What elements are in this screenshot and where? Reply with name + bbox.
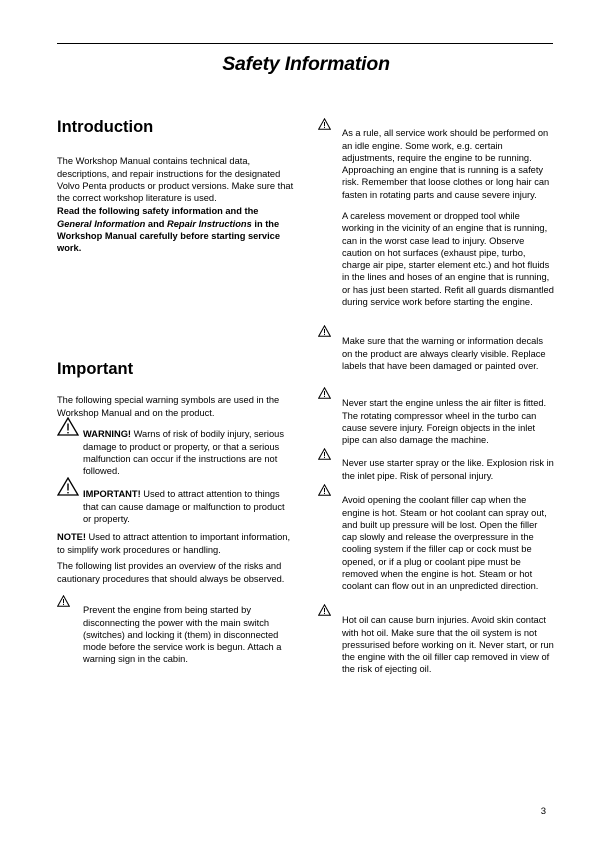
intro-end-text: in the Workshop Manual carefully before starting service work. — [57, 218, 281, 254]
caution-triangle-icon — [318, 484, 331, 496]
note-text: Used to attract attention to important information, to simplify work procedures or handling. — [57, 532, 291, 555]
list-intro — [57, 551, 295, 594]
introduction-heading: Introduction — [57, 118, 154, 136]
list-item-coolant-cap — [342, 485, 554, 602]
list-item-hot-oil — [342, 605, 554, 685]
air-filter-text: Never start the engine unless the air filter is fitted. The rotating compressor wheel in the turbo can cause severe injury. Foreign objects in the inlet pipe can also damage the machine. — [342, 398, 547, 446]
caution-triangle-icon — [318, 448, 331, 460]
intro-read-text: Read the following safety information and the — [57, 206, 259, 217]
important-label: IMPORTANT! — [83, 489, 141, 500]
list-item-idle-engine — [342, 118, 554, 317]
warning-triangle-icon — [57, 417, 79, 436]
coolant-cap-text: Avoid opening the coolant filler cap when the engine is hot. Steam or hot coolant can spray out, and built up pressure will be lost. Open the filler cap slowly and release the overpressure in the cooling system if the filler cap or cock must be opened, or if a plug or coolant pipe must be removed when the engine is hot. Steam or hot coolant can flow out in an unpredicted direction. — [342, 495, 547, 592]
careless-movement-text: A careless movement or dropped tool while working in the vicinity of an engine that is running, can in the worst case lead to injury. Observe caution on hot surfaces (exhaust pipe, turbo, charge air pipe, starter element etc.) and hot fluids in the lines and hoses of an engine that is running, or has just been started. Refit all guards dismantled during service work before starting the engine. — [342, 211, 554, 307]
important-intro-text: The following special warning symbols are used in the Workshop Manual and on the product. — [57, 395, 280, 418]
warning-definition — [83, 419, 295, 487]
list-intro-text: The following list provides an overview of the risks and cautionary procedures that should always be observed. — [57, 561, 285, 584]
note-label: NOTE! — [57, 532, 86, 543]
warning-label: WARNING! — [83, 429, 132, 440]
idle-engine-text: As a rule, all service work should be performed on an idle engine. Some work, e.g. certain adjustments, require the engine to be running. Approaching an engine that is running is a safety risk. Remember that loose clothes or long hair can fasten in rotating parts and cause severe injury. — [342, 128, 550, 200]
important-heading: Important — [57, 360, 134, 378]
hot-oil-text: Hot oil can cause burn injuries. Avoid skin contact with hot oil. Make sure that the oil system is not pressurised before working on it. Never start, or run the engine with the oil filler cap removed in view of the risk of ejecting oil. — [342, 615, 554, 675]
caution-triangle-icon — [318, 118, 331, 130]
caution-triangle-icon — [57, 595, 70, 607]
caution-triangle-icon — [318, 387, 331, 399]
intro-bold-paragraph — [57, 196, 295, 264]
caution-triangle-icon — [318, 325, 331, 337]
list-item-air-filter — [342, 388, 554, 456]
page-title: Safety Information — [222, 53, 390, 75]
important-triangle-icon — [57, 477, 79, 496]
caution-triangle-icon — [318, 604, 331, 616]
list-item-prevent-start — [83, 595, 295, 675]
warning-text: Warns of risk of bodily injury, serious damage to product or property, or that a serious malfunction can occur if the instructions are not followed. — [83, 429, 284, 477]
list-item-decals — [342, 326, 554, 381]
intro-and-text: and — [145, 218, 168, 229]
important-text: Used to attract attention to things that can cause damage or malfunction to product or property. — [83, 489, 285, 524]
page-number: 3 — [540, 806, 546, 817]
top-rule — [57, 43, 553, 44]
prevent-start-text: Prevent the engine from being started by disconnecting the power with the main switch (switches) and locking it (them) in disconnected mode before the service work is begun. Attach a warning sign in the cabin. — [83, 605, 282, 665]
decals-text: Make sure that the warning or information decals on the product are always clearly visible. Replace labels that have been damaged or painted over. — [342, 336, 546, 371]
starter-spray-text: Never use starter spray or the like. Explosion risk in the inlet pipe. Risk of personal injury. — [342, 458, 554, 481]
repair-instructions-ref: Repair Instructions — [167, 218, 252, 229]
intro-text: The Workshop Manual contains technical data, descriptions, and repair instructions for the designated Volvo Penta products or product versions. Make sure that the correct workshop literature is used. — [57, 156, 294, 204]
general-information-ref: General Information — [57, 218, 146, 229]
